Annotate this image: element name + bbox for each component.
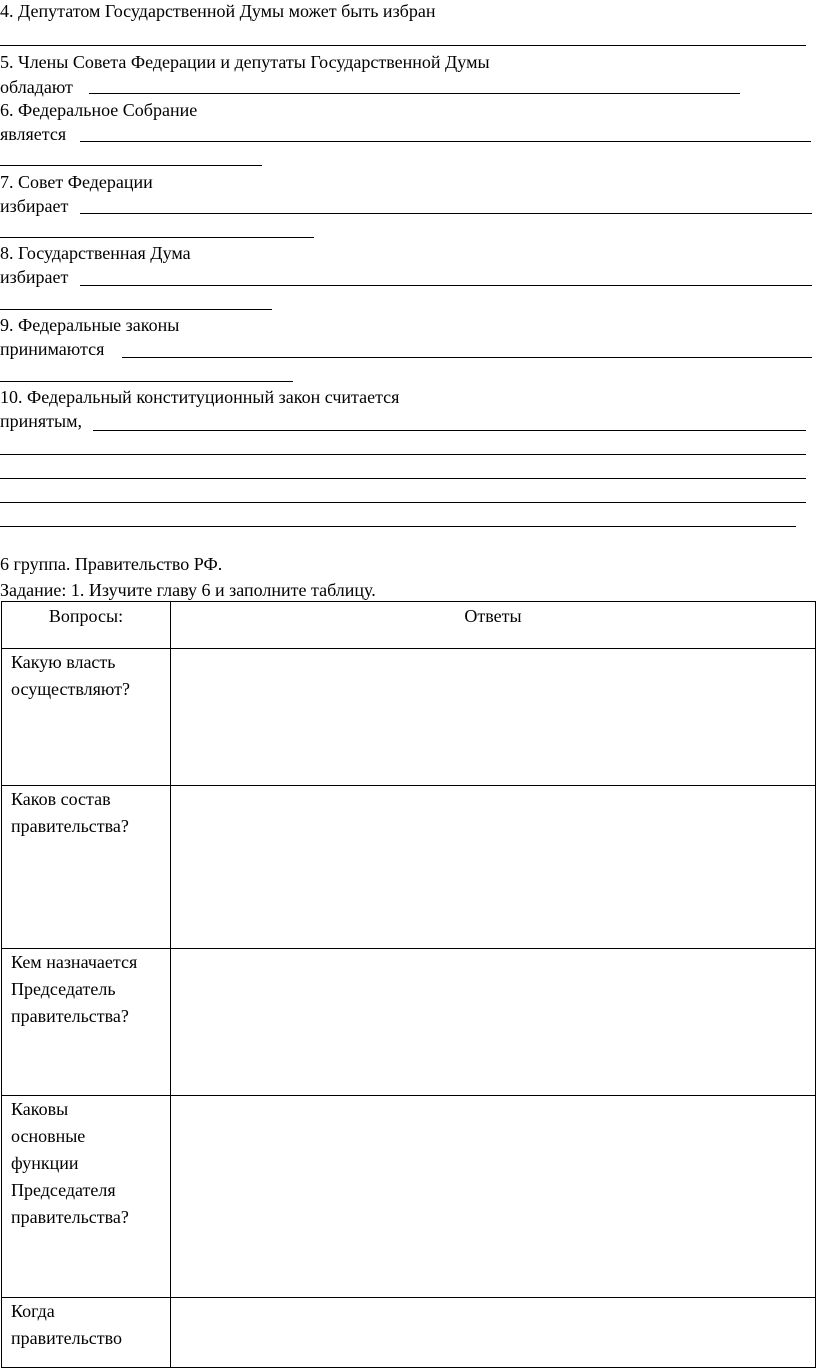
question-line: основные xyxy=(11,1126,86,1146)
table-header-row xyxy=(2,602,816,649)
question-10-text: 10. Федеральный конституционный закон считается xyxy=(0,387,400,407)
answer-line[interactable] xyxy=(93,430,806,431)
table-row xyxy=(2,1096,816,1298)
answer-line[interactable] xyxy=(0,309,272,310)
table-row xyxy=(2,949,816,1096)
question-line: Кем назначается xyxy=(11,952,138,972)
task-text: Задание: 1. Изучите главу 6 и заполните таблицу. xyxy=(0,580,376,600)
question-line: правительства? xyxy=(11,1207,129,1227)
question-4-text: 4. Депутатом Государственной Думы может быть избран xyxy=(0,1,436,21)
question-9-lead: принимаются xyxy=(0,339,105,359)
question-cell xyxy=(2,1096,171,1298)
question-line: Председателя xyxy=(11,1180,116,1200)
answer-line[interactable] xyxy=(0,502,806,503)
header-questions: Вопросы: xyxy=(2,602,171,649)
table-row xyxy=(2,1298,816,1368)
answer-line[interactable] xyxy=(89,93,740,94)
question-cell xyxy=(2,649,171,786)
answer-line[interactable] xyxy=(0,454,806,455)
answer-line[interactable] xyxy=(80,213,812,214)
answer-cell[interactable] xyxy=(171,786,816,949)
answer-cell[interactable] xyxy=(171,949,816,1096)
table-row xyxy=(2,649,816,786)
question-line: правительство xyxy=(11,1328,123,1348)
answer-cell[interactable] xyxy=(171,1298,816,1368)
question-6-text: 6. Федеральное Собрание xyxy=(0,100,198,120)
answer-line[interactable] xyxy=(80,141,811,142)
answer-line[interactable] xyxy=(0,526,796,527)
question-cell xyxy=(2,786,171,949)
question-line: функции xyxy=(11,1153,79,1173)
answer-line[interactable] xyxy=(0,45,806,46)
answer-line[interactable] xyxy=(0,478,806,479)
question-7-text: 7. Совет Федерации xyxy=(0,172,153,192)
answer-line[interactable] xyxy=(80,285,812,286)
question-6-lead: является xyxy=(0,124,67,144)
table-row xyxy=(2,786,816,949)
question-line: Когда xyxy=(11,1301,55,1321)
answer-line[interactable] xyxy=(0,165,262,166)
question-cell xyxy=(2,1298,171,1368)
questions-table xyxy=(1,601,816,1368)
question-line: осуществляют? xyxy=(11,679,130,699)
question-9-text: 9. Федеральные законы xyxy=(0,315,180,335)
answer-line[interactable] xyxy=(0,237,314,238)
question-8-text: 8. Государственная Дума xyxy=(0,243,191,263)
question-5-text: 5. Члены Совета Федерации и депутаты Государственной Думы xyxy=(0,52,490,72)
question-line: правительства? xyxy=(11,1006,129,1026)
question-line: Председатель xyxy=(11,979,116,999)
question-line: Какую власть xyxy=(11,652,116,672)
question-cell xyxy=(2,949,171,1096)
header-answers: Ответы xyxy=(171,602,816,649)
question-10-lead: принятым, xyxy=(0,411,83,431)
question-line: Каков состав xyxy=(11,789,111,809)
answer-line[interactable] xyxy=(0,381,293,382)
question-7-lead: избирает xyxy=(0,196,69,216)
answer-line[interactable] xyxy=(122,357,812,358)
answer-cell[interactable] xyxy=(171,649,816,786)
question-line: Каковы xyxy=(11,1099,69,1119)
question-5-lead: обладают xyxy=(0,77,73,97)
answer-cell[interactable] xyxy=(171,1096,816,1298)
question-8-lead: избирает xyxy=(0,267,69,287)
group-title: 6 группа. Правительство РФ. xyxy=(0,554,223,574)
question-line: правительства? xyxy=(11,816,129,836)
